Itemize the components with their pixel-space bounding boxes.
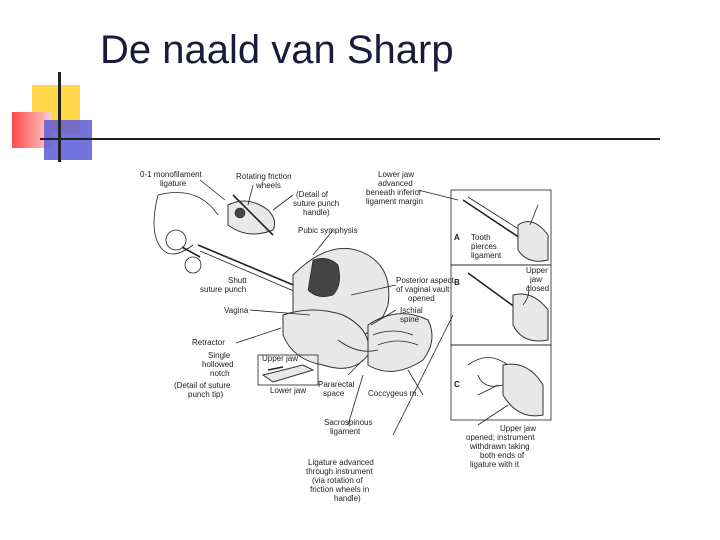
svg-text:suture punch: suture punch <box>200 285 247 294</box>
svg-text:through instrument: through instrument <box>306 467 373 476</box>
label-single-notch: Single <box>208 351 231 360</box>
svg-text:ligament: ligament <box>471 251 502 260</box>
label-upper-jaw-opened: Upper jaw <box>500 424 537 433</box>
svg-text:punch tip): punch tip) <box>188 390 224 399</box>
svg-text:withdrawn taking: withdrawn taking <box>470 442 530 451</box>
label-panel-a: A <box>454 233 460 242</box>
title-underline <box>40 138 660 140</box>
svg-text:handle): handle) <box>303 208 330 217</box>
label-panel-c: C <box>454 380 460 389</box>
svg-text:opened: opened <box>408 294 435 303</box>
label-tooth-pierces: Tooth <box>471 233 491 242</box>
svg-text:opened; instrument: opened; instrument <box>466 433 535 442</box>
svg-text:handle): handle) <box>334 494 361 503</box>
svg-text:suture punch: suture punch <box>293 199 340 208</box>
label-lower-jaw-advanced: Lower jaw <box>378 170 415 179</box>
svg-text:wheels: wheels <box>256 181 281 190</box>
svg-text:hollowed: hollowed <box>202 360 234 369</box>
label-detail-tip: (Detail of suture <box>174 381 231 390</box>
svg-text:ligature: ligature <box>160 179 187 188</box>
svg-text:ligament: ligament <box>330 427 361 436</box>
label-panel-b: B <box>454 278 460 287</box>
label-pubic-symphysis: Pubic symphysis <box>298 226 358 235</box>
label-pararectal: Pararectal <box>318 380 355 389</box>
svg-text:advanced: advanced <box>378 179 413 188</box>
slide-title: De naald van Sharp <box>100 28 454 72</box>
svg-text:both ends of: both ends of <box>480 451 525 460</box>
label-ligature-advanced: Ligature advanced <box>308 458 374 467</box>
svg-text:ligature with it: ligature with it <box>470 460 519 469</box>
label-posterior-aspect: Posterior aspect <box>396 276 454 285</box>
svg-text:closed: closed <box>526 284 550 293</box>
label-retractor: Retractor <box>192 338 225 347</box>
label-friction-wheels: Rotating friction <box>236 172 292 181</box>
label-upper-jaw: Upper jaw <box>262 354 299 363</box>
svg-text:ligament margin: ligament margin <box>366 197 423 206</box>
decor-vertical-line <box>58 72 61 162</box>
label-vagina: Vagina <box>224 306 249 315</box>
label-lower-jaw: Lower jaw <box>270 386 307 395</box>
svg-text:beneath inferior: beneath inferior <box>366 188 422 197</box>
svg-text:friction wheels in: friction wheels in <box>310 485 370 494</box>
label-monofilament: 0-1 monofilament <box>140 170 202 179</box>
label-sacrospinous: Sacrospinous <box>324 418 373 427</box>
label-upper-jaw-closed: Upper <box>526 266 548 275</box>
svg-text:spine: spine <box>400 315 420 324</box>
svg-text:notch: notch <box>210 369 230 378</box>
label-detail-handle: (Detail of <box>296 190 329 199</box>
svg-text:(via rotation of: (via rotation of <box>312 476 363 485</box>
svg-text:of vaginal vault: of vaginal vault <box>396 285 450 294</box>
svg-text:space: space <box>323 389 345 398</box>
sharp-needle-illustration <box>138 165 558 505</box>
label-ischial-spine: Ischial <box>400 306 423 315</box>
decor-blue-square <box>44 120 92 160</box>
svg-text:pierces: pierces <box>471 242 497 251</box>
label-shutt-punch: Shutt <box>228 276 247 285</box>
svg-text:jaw: jaw <box>530 275 543 284</box>
label-coccygeus: Coccygeus m. <box>368 389 419 398</box>
